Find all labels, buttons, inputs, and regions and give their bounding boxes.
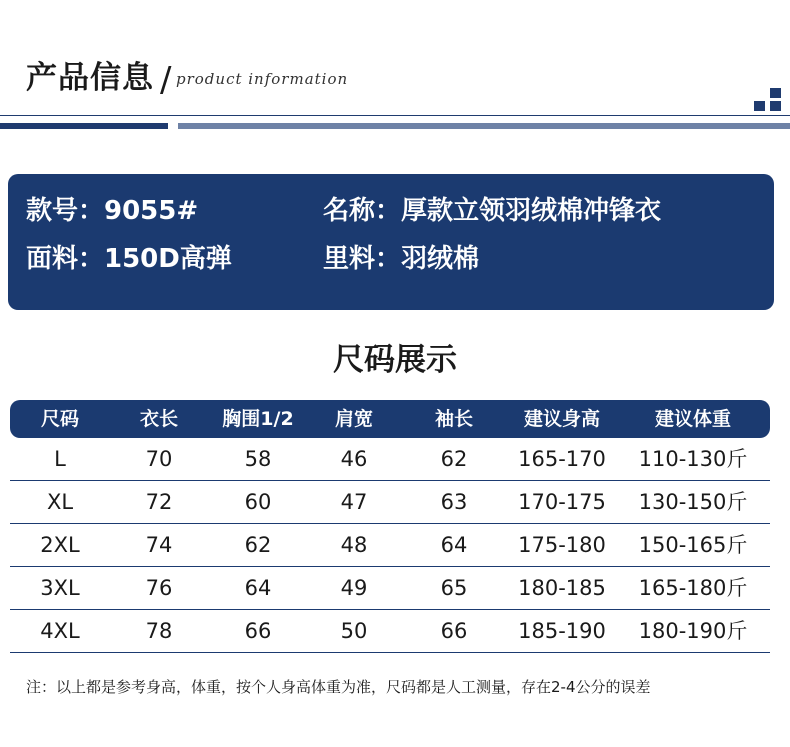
cell-shoulder: 50 [340,619,368,643]
column-header-length: 衣长 [139,408,178,430]
cell-chest: 66 [244,619,272,643]
header-divider-thin [0,115,790,116]
lining-info: 里料：羽绒棉 [323,244,480,274]
header-divider-light [178,123,790,129]
cell-length: 78 [145,619,173,643]
cell-height: 170-175 [518,490,606,514]
cell-length: 72 [145,490,173,514]
cell-height: 185-190 [518,619,606,643]
column-header-shoulder: 肩宽 [334,408,373,430]
column-header-sleeve: 袖长 [434,408,473,430]
decorative-squares-icon [754,88,784,112]
cell-sleeve: 62 [440,447,468,471]
cell-chest: 64 [244,576,272,600]
cell-height: 175-180 [518,533,606,557]
cell-size: 3XL [40,576,80,600]
cell-weight: 110-130斤 [638,447,748,471]
table-row [10,524,770,567]
table-row [10,610,770,653]
product-info-panel [8,174,774,310]
cell-weight: 180-190斤 [638,619,748,643]
fabric-info: 面料：150D高弹 [26,244,232,274]
cell-weight: 150-165斤 [638,533,748,557]
cell-size: XL [46,490,74,514]
column-header-chest: 胸围1/2 [222,408,294,430]
cell-sleeve: 66 [440,619,468,643]
cell-chest: 62 [244,533,272,557]
cell-sleeve: 64 [440,533,468,557]
column-header-height: 建议身高 [523,408,600,430]
product-name: 名称：厚款立领羽绒棉冲锋衣 [323,196,662,226]
cell-length: 76 [145,576,173,600]
cell-length: 70 [145,447,173,471]
cell-height: 165-170 [518,447,606,471]
measurement-note: 注：以上都是参考身高，体重，按个人身高体重为准，尺码都是人工测量，存在2-4公分的误差 [26,678,651,696]
size-table-header [10,400,770,438]
cell-weight: 165-180斤 [638,576,748,600]
page-subtitle: product information [176,70,349,88]
size-section-title: 尺码展示 [333,342,457,378]
cell-shoulder: 47 [340,490,368,514]
column-header-size: 尺码 [40,408,79,430]
cell-size: L [54,447,66,471]
cell-chest: 60 [244,490,272,514]
table-row [10,567,770,610]
cell-length: 74 [145,533,173,557]
header-divider-dark [0,123,168,129]
cell-sleeve: 63 [440,490,468,514]
page-title: 产品信息 [26,60,154,96]
cell-shoulder: 49 [340,576,368,600]
table-row [10,438,770,481]
cell-sleeve: 65 [440,576,468,600]
cell-height: 180-185 [518,576,606,600]
style-number: 款号：9055# [26,196,199,226]
cell-shoulder: 48 [340,533,368,557]
cell-chest: 58 [244,447,272,471]
cell-size: 4XL [40,619,80,643]
cell-size: 2XL [40,533,80,557]
table-row [10,481,770,524]
title-slash: / [160,60,172,100]
column-header-weight: 建议体重 [654,408,731,430]
cell-weight: 130-150斤 [638,490,748,514]
cell-shoulder: 46 [340,447,368,471]
